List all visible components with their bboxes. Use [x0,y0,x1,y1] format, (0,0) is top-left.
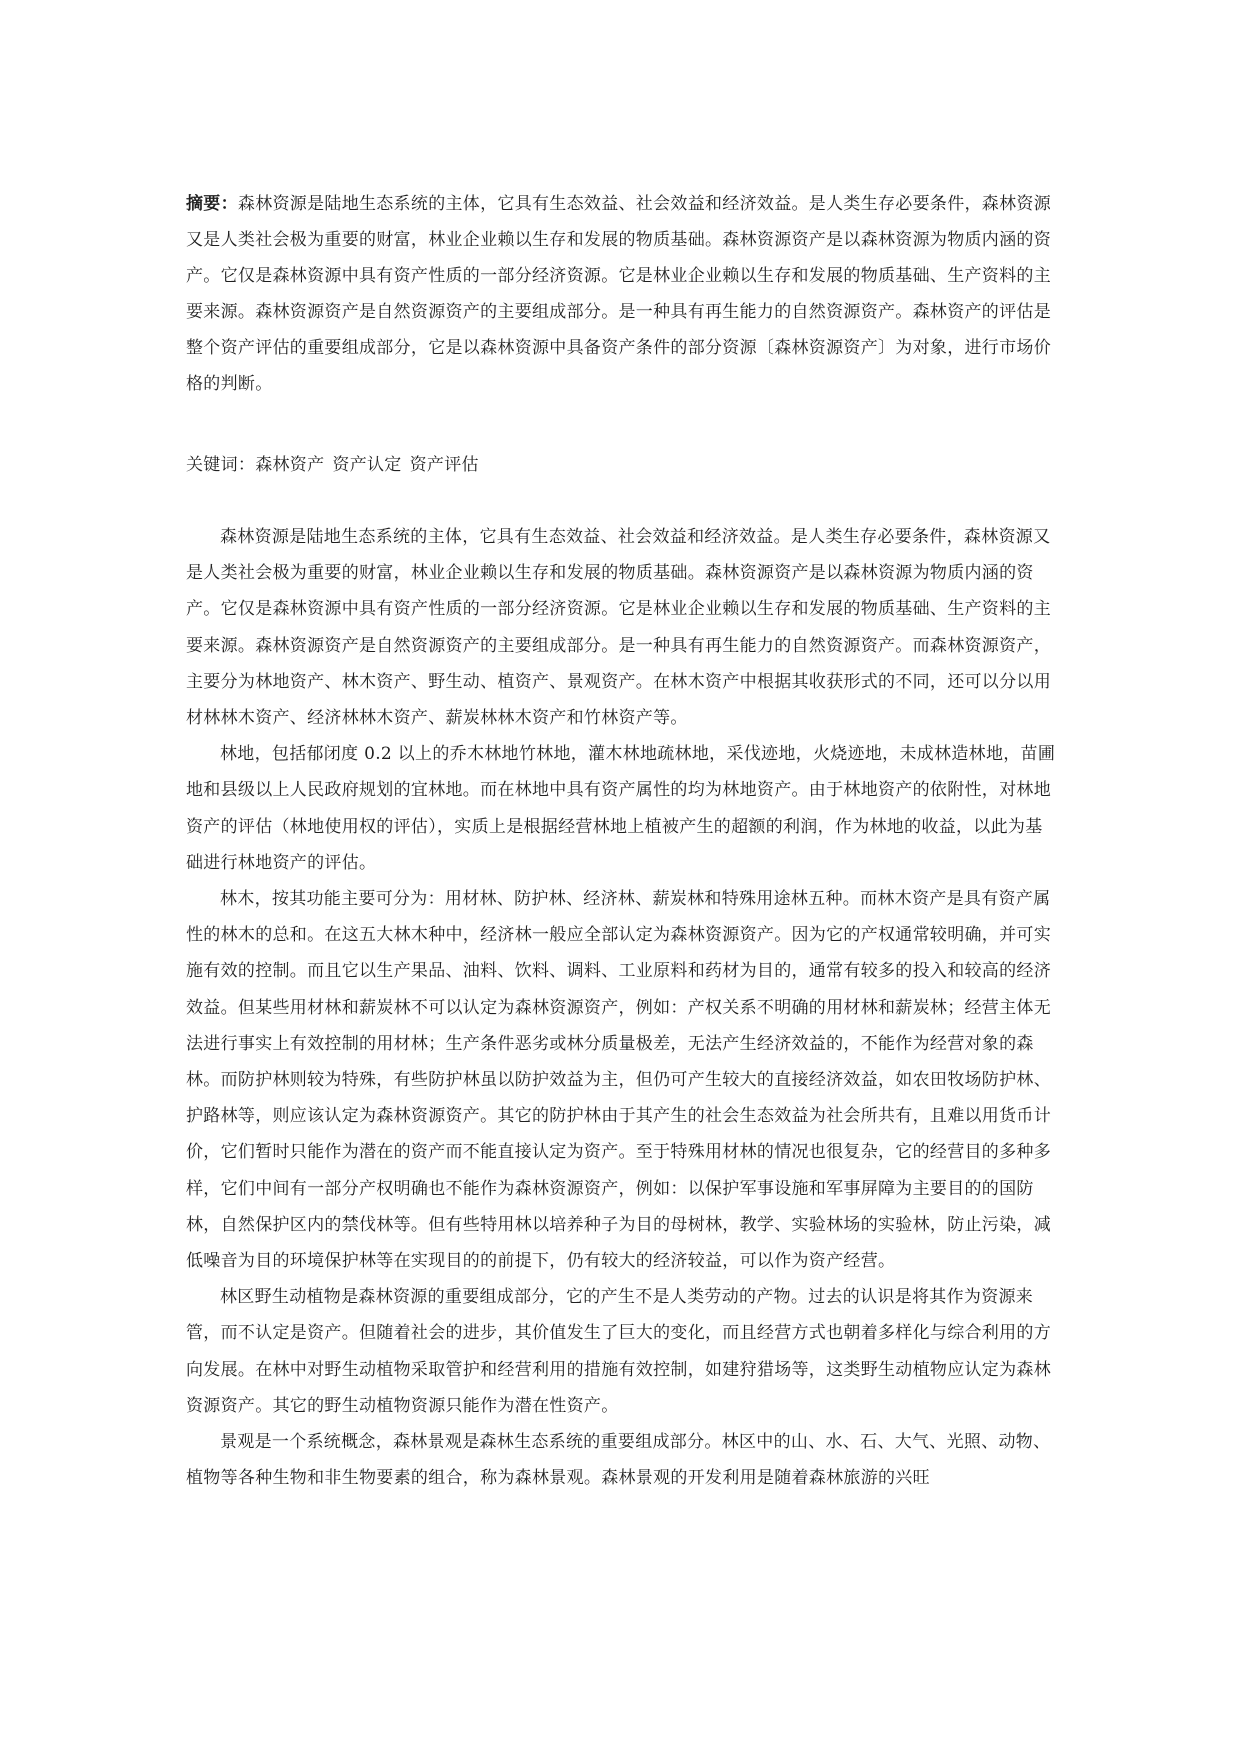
keywords-section [186,447,1056,483]
body-paragraph: 林区野生动植物是森林资源的重要组成部分，它的产生不是人类劳动的产物。过去的认识是将其作为资源来管，而不认定是资产。但随着社会的进步，其价值发生了巨大的变化，而且经营方式也朝着多样化与综合利用的方向发展。在林中对野生动植物采取管护和经营利用的措施有效控制，如建狩猎场等，这类野生动植物应认定为森林资源资产。其它的野生动植物资源只能作为潜在性资产。 [186,1287,1051,1416]
abstract-section [186,186,1056,402]
body-paragraph: 林地，包括郁闭度 0.2 以上的乔木林地竹林地，灌木林地疏林地，采伐迹地，火烧迹地，未成林造林地，苗圃地和县级以上人民政府规划的宜林地。而在林地中具有资产属性的均为林地资产。由于林地资产的依附性，对林地资产的评估（林地使用权的评估），实质上是根据经营林地上植被产生的超额的利润，作为林地的收益，以此为基础进行林地资产的评估。 [186,744,1056,873]
abstract-label: 摘要： [186,194,238,214]
keyword-item: 资产评估 [409,455,479,475]
body-paragraph: 林木，按其功能主要可分为：用材林、防护林、经济林、薪炭林和特殊用途林五种。而林木资产是具有资产属性的林木的总和。在这五大林木种中，经济林一般应全部认定为森林资源资产。因为它的产权通常较明确，并可实施有效的控制。而且它以生产果品、油料、饮料、调料、工业原料和药材为目的，通常有较多的投入和较高的经济效益。但某些用材林和薪炭林不可以认定为森林资源资产，例如：产权关系不明确的用材林和薪炭林；经营主体无法进行事实上有效控制的用材林；生产条件恶劣或林分质量极差，无法产生经济效益的，不能作为经营对象的森林。而防护林则较为特殊，有些防护林虽以防护效益为主，但仍可产生较大的直接经济效益，如农田牧场防护林、护路林等，则应该认定为森林资源资产。其它的防护林由于其产生的社会生态效益为社会所共有，且难以用货币计价，它们暂时只能作为潜在的资产而不能直接认定为资产。至于特殊用材林的情况也很复杂，它的经营目的多种多样，它们中间有一部分产权明确也不能作为森林资源资产，例如：以保护军事设施和军事屏障为主要目的的国防林，自然保护区内的禁伐林等。但有些特用林以培养种子为目的母树林，教学、实验林场的实验林，防止污染，减低噪音为目的环境保护林等在实现目的的前提下，仍有较大的经济较益，可以作为资产经营。 [186,889,1051,1272]
body-paragraph: 景观是一个系统概念，森林景观是森林生态系统的重要组成部分。林区中的山、水、石、大气、光照、动物、植物等各种生物和非生物要素的组合，称为森林景观。森林景观的开发利用是随着森林旅游的兴旺 [186,1432,1051,1489]
body-paragraph: 森林资源是陆地生态系统的主体，它具有生态效益、社会效益和经济效益。是人类生存必要条件，森林资源又是人类社会极为重要的财富，林业企业赖以生存和发展的物质基础。森林资源资产是以森林资源为物质内涵的资产。它仅是森林资源中具有资产性质的一部分经济资源。它是林业企业赖以生存和发展的物质基础、生产资料的主要来源。森林资源资产是自然资源资产的主要组成部分。是一种具有再生能力的自然资源资产。而森林资源资产，主要分为林地资产、林木资产、野生动、植资产、景观资产。在林木资产中根据其收获形式的不同，还可以分以用材林林木资产、经济林林木资产、薪炭林林木资产和竹林资产等。 [186,527,1051,729]
keyword-item: 森林资产 [255,455,325,475]
keyword-item: 资产认定 [332,455,402,475]
abstract-text: 森林资源是陆地生态系统的主体，它具有生态效益、社会效益和经济效益。是人类生存必要条件，森林资源又是人类社会极为重要的财富，林业企业赖以生存和发展的物质基础。森林资源资产是以森林资源为物质内涵的资产。它仅是森林资源中具有资产性质的一部分经济资源。它是林业企业赖以生存和发展的物质基础、生产资料的主要来源。森林资源资产是自然资源资产的主要组成部分。是一种具有再生能力的自然资源资产。森林资产的评估是整个资产评估的重要组成部分，它是以森林资源中具备资产条件的部分资源〔森林资源资产〕为对象，进行市场价格的判断。 [186,194,1052,394]
body-text [186,519,1056,1496]
keywords-label: 关键词： [186,455,256,475]
